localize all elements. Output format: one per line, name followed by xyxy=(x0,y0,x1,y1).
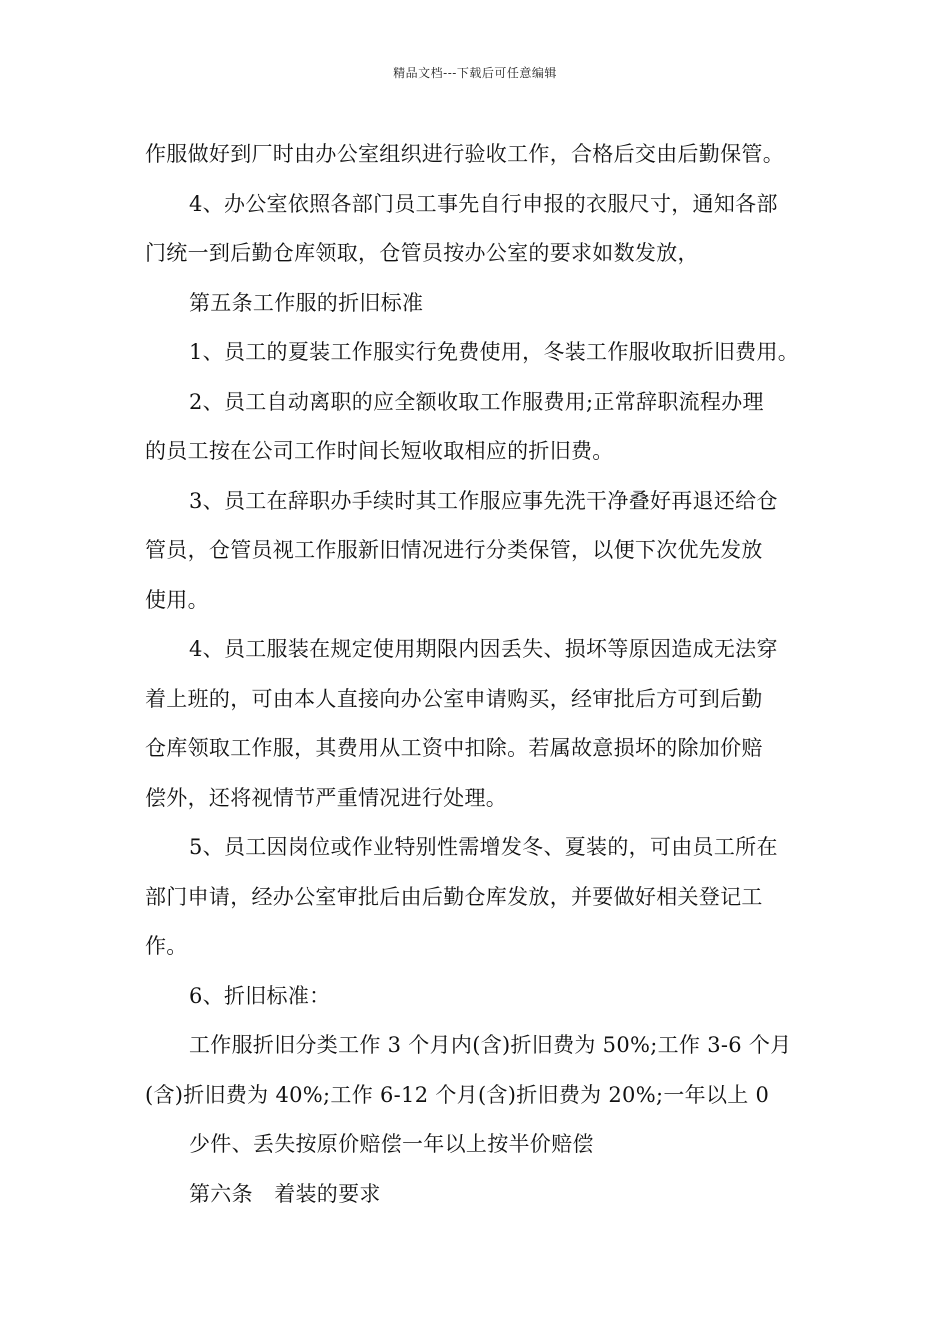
paragraph-line: 3、员工在辞职办手续时其工作服应事先洗干净叠好再退还给仓 xyxy=(189,488,778,513)
page-header: 精品文档---下载后可任意编辑 xyxy=(393,66,557,80)
paragraph-line: 少件、丢失按原价赔偿一年以上按半价赔偿 xyxy=(189,1132,594,1156)
section-heading: 第五条工作服的折旧标准 xyxy=(189,290,424,315)
section-heading: 第六条 着装的要求 xyxy=(189,1181,381,1206)
paragraph-line: 4、员工服装在规定使用期限内因丢失、损坏等原因造成无法穿 xyxy=(189,637,778,661)
paragraph-line: 作服做好到厂时由办公室组织进行验收工作，合格后交由后勤保管。 xyxy=(145,142,784,166)
paragraph-line: 工作服折旧分类工作 3 个月内(含)折旧费为 50%;工作 3-6 个月 xyxy=(189,1033,792,1057)
paragraph-line: 着上班的，可由本人直接向办公室申请购买，经审批后方可到后勤 xyxy=(145,686,763,711)
paragraph-line: 2、员工自动离职的应全额收取工作服费用;正常辞职流程办理 xyxy=(189,389,764,414)
paragraph-line: 门统一到后勤仓库领取，仓管员按办公室的要求如数发放， xyxy=(145,241,699,265)
document-body xyxy=(145,130,813,1219)
paragraph-line: 作。 xyxy=(145,934,188,958)
paragraph-line: 部门申请，经办公室审批后由后勤仓库发放，并要做好相关登记工 xyxy=(145,884,763,909)
paragraph-line: 偿外，还将视情节严重情况进行处理。 xyxy=(145,785,508,810)
paragraph-line: 4、办公室依照各部门员工事先自行申报的衣服尺寸，通知各部 xyxy=(189,191,778,216)
paragraph-line: 6、折旧标准： xyxy=(189,983,331,1008)
paragraph-line: 管员，仓管员视工作服新旧情况进行分类保管，以便下次优先发放 xyxy=(145,538,763,562)
paragraph-line: 的员工按在公司工作时间长短收取相应的折旧费。 xyxy=(145,439,614,463)
paragraph-line: (含)折旧费为 40%;工作 6-12 个月(含)折旧费为 20%;一年以上 0 xyxy=(145,1082,770,1107)
paragraph-line: 1、员工的夏装工作服实行免费使用，冬装工作服收取折旧费用。 xyxy=(189,340,800,364)
paragraph-line: 仓库领取工作服，其费用从工资中扣除。若属故意损坏的除加价赔 xyxy=(145,736,763,760)
paragraph-line: 5、员工因岗位或作业特别性需增发冬、夏装的，可由员工所在 xyxy=(189,835,778,859)
paragraph-line: 使用。 xyxy=(145,587,209,612)
